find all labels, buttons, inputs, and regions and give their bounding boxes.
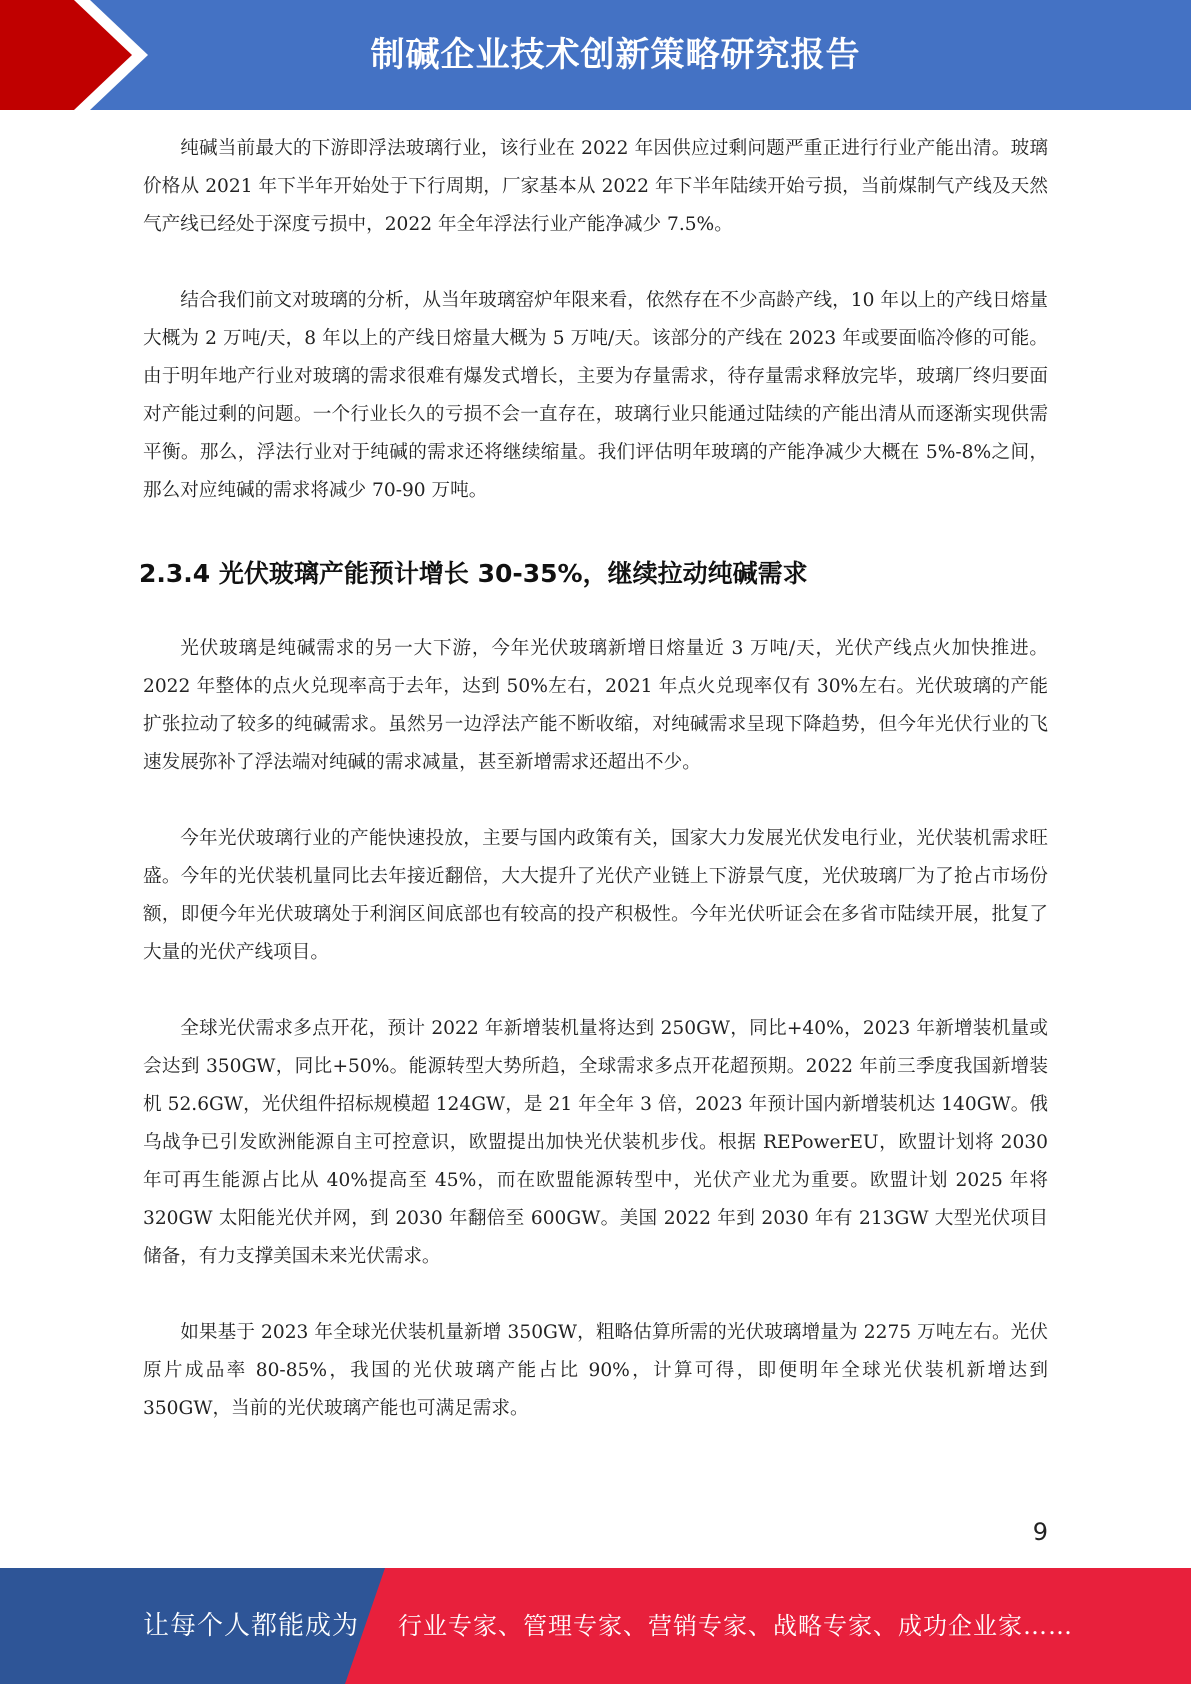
document-body — [139, 130, 1048, 1428]
paragraph: 全球光伏需求多点开花，预计 2022 年新增装机量将达到 250GW，同比+40%，2023 年新增装机量或会达到 350GW，同比+50%。能源转型大势所趋，全球需求多点开花超预期。2022 年前三季度我国新增装机 52.6GW，光伏组件招标规模超 124GW，是 21 年全年 3 倍，2023 年预计国内新增装机达 140GW。俄乌战争已引发欧洲能源自主可控意识，欧盟提出加快光伏装机步伐。根据 REPowerEU，欧盟计划将 2030 年可再生能源占比从 40%提高至 45%，而在欧盟能源转型中，光伏产业尤为重要。欧盟计划 2025 年将 320GW 太阳能光伏并网，到 2030 年翻倍至 600GW。美国 2022 年到 2030 年有 213GW 大型光伏项目储备，有力支撑美国未来光伏需求。 — [143, 1018, 1048, 1267]
footer-slogan-right: 行业专家、管理专家、营销专家、战略专家、成功企业家…… — [398, 1612, 1073, 1640]
header-arrow-decoration — [0, 0, 160, 110]
footer-slogan-left: 让每个人都能成为 — [143, 1611, 360, 1641]
page-footer — [0, 1568, 1191, 1684]
section-heading: 2.3.4 光伏玻璃产能预计增长 30-35%，继续拉动纯碱需求 — [139, 559, 808, 588]
report-title: 制碱企业技术创新策略研究报告 — [370, 35, 861, 75]
paragraph: 结合我们前文对玻璃的分析，从当年玻璃窑炉年限来看，依然存在不少高龄产线，10 年以上的产线日熔量大概为 2 万吨/天，8 年以上的产线日熔量大概为 5 万吨/天。该部分的产线在 2023 年或要面临冷修的可能。由于明年地产行业对玻璃的需求很难有爆发式增长，主要为存量需求，待存量需求释放完毕，玻璃厂终归要面对产能过剩的问题。一个行业长久的亏损不会一直存在，玻璃行业只能通过陆续的产能出清从而逐渐实现供需平衡。那么，浮法行业对于纯碱的需求还将继续缩量。我们评估明年玻璃的产能净减少大概在 5%-8%之间，那么对应纯碱的需求将减少 70-90 万吨。 — [143, 290, 1048, 501]
paragraph: 如果基于 2023 年全球光伏装机量新增 350GW，粗略估算所需的光伏玻璃增量为 2275 万吨左右。光伏原片成品率 80-85%，我国的光伏玻璃产能占比 90%，计算可得，即便明年全球光伏装机新增达到 350GW，当前的光伏玻璃产能也可满足需求。 — [143, 1322, 1048, 1419]
page-header — [0, 0, 1191, 110]
paragraph: 光伏玻璃是纯碱需求的另一大下游，今年光伏玻璃新增日熔量近 3 万吨/天，光伏产线点火加快推进。2022 年整体的点火兑现率高于去年，达到 50%左右，2021 年点火兑现率仅有 30%左右。光伏玻璃的产能扩张拉动了较多的纯碱需求。虽然另一边浮法产能不断收缩，对纯碱需求呈现下降趋势，但今年光伏行业的飞速发展弥补了浮法端对纯碱的需求减量，甚至新增需求还超出不少。 — [143, 638, 1048, 773]
paragraph: 纯碱当前最大的下游即浮法玻璃行业，该行业在 2022 年因供应过剩问题严重正进行行业产能出清。玻璃价格从 2021 年下半年开始处于下行周期，厂家基本从 2022 年下半年陆续开始亏损，当前煤制气产线及天然气产线已经处于深度亏损中，2022 年全年浮法行业产能净减少 7.5%。 — [143, 138, 1048, 235]
paragraph: 今年光伏玻璃行业的产能快速投放，主要与国内政策有关，国家大力发展光伏发电行业，光伏装机需求旺盛。今年的光伏装机量同比去年接近翻倍，大大提升了光伏产业链上下游景气度，光伏玻璃厂为了抢占市场份额，即便今年光伏玻璃处于利润区间底部也有较高的投产积极性。今年光伏听证会在多省市陆续开展，批复了大量的光伏产线项目。 — [143, 828, 1048, 963]
page-number: 9 — [1032, 1518, 1048, 1546]
